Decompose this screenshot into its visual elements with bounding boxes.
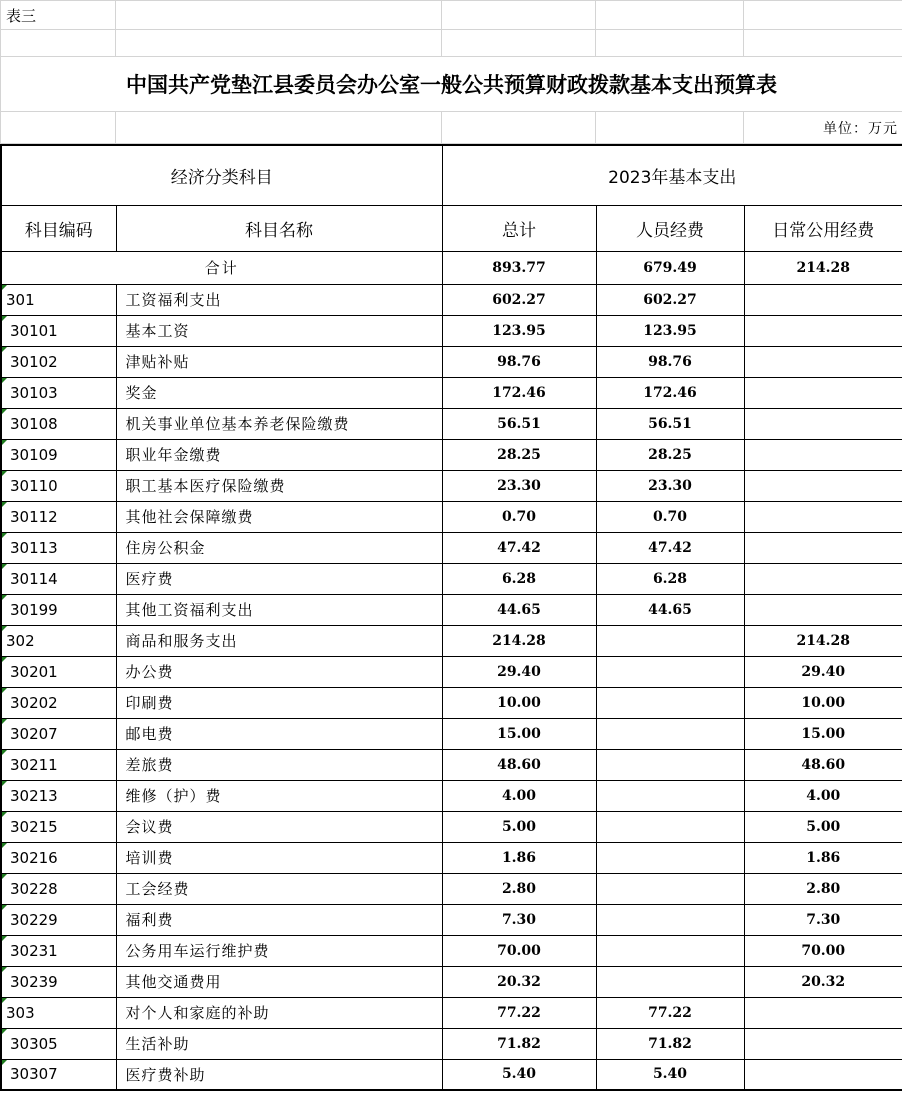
row-name[interactable]: 对个人和家庭的补助 — [116, 997, 442, 1028]
row-name[interactable]: 福利费 — [116, 904, 442, 935]
empty-cell[interactable] — [116, 112, 442, 144]
budget-table — [0, 144, 902, 1091]
empty-cell[interactable] — [442, 30, 596, 57]
table-row — [1, 594, 902, 625]
row-personnel[interactable] — [596, 749, 744, 780]
total-row — [1, 251, 902, 284]
row-personnel[interactable]: 98.76 — [596, 346, 744, 377]
row-name[interactable]: 会议费 — [116, 811, 442, 842]
sheet-header-area — [0, 0, 902, 144]
row-name[interactable]: 住房公积金 — [116, 532, 442, 563]
unit-label[interactable]: 单位：万元 — [744, 112, 902, 144]
row-name[interactable]: 工会经费 — [116, 873, 442, 904]
row-personnel[interactable] — [596, 780, 744, 811]
row-total[interactable]: 10.00 — [442, 687, 596, 718]
row-public[interactable] — [744, 470, 902, 501]
row-personnel[interactable]: 77.22 — [596, 997, 744, 1028]
row-code[interactable]: 30202 — [1, 687, 116, 718]
row-code[interactable]: 30231 — [1, 935, 116, 966]
row-total[interactable]: 123.95 — [442, 315, 596, 346]
table-row — [1, 811, 902, 842]
row-code[interactable]: 30216 — [1, 842, 116, 873]
row-name[interactable]: 职业年金缴费 — [116, 439, 442, 470]
row-name[interactable]: 生活补助 — [116, 1028, 442, 1059]
row-personnel[interactable]: 123.95 — [596, 315, 744, 346]
row-public[interactable] — [744, 1028, 902, 1059]
row-personnel[interactable] — [596, 842, 744, 873]
row-name[interactable]: 培训费 — [116, 842, 442, 873]
empty-cell[interactable] — [596, 1, 744, 30]
row-total[interactable]: 6.28 — [442, 563, 596, 594]
row-public[interactable] — [744, 501, 902, 532]
row-total[interactable]: 5.40 — [442, 1059, 596, 1090]
row-name[interactable]: 机关事业单位基本养老保险缴费 — [116, 408, 442, 439]
row-code[interactable]: 30201 — [1, 656, 116, 687]
row-code[interactable]: 30110 — [1, 470, 116, 501]
row-personnel[interactable]: 172.46 — [596, 377, 744, 408]
table-row — [1, 501, 902, 532]
row-public[interactable]: 15.00 — [744, 718, 902, 749]
table-row — [1, 625, 902, 656]
row-code[interactable]: 30102 — [1, 346, 116, 377]
header-public[interactable]: 日常公用经费 — [744, 205, 902, 251]
row-name[interactable]: 办公费 — [116, 656, 442, 687]
row-code[interactable]: 30307 — [1, 1059, 116, 1090]
row-public[interactable]: 70.00 — [744, 935, 902, 966]
row-code[interactable]: 30228 — [1, 873, 116, 904]
table-row — [1, 842, 902, 873]
table-row — [1, 873, 902, 904]
row-code[interactable]: 30113 — [1, 532, 116, 563]
row-name[interactable]: 基本工资 — [116, 315, 442, 346]
row-code[interactable]: 30213 — [1, 780, 116, 811]
table-row — [1, 532, 902, 563]
row-public[interactable]: 7.30 — [744, 904, 902, 935]
empty-cell[interactable] — [116, 1, 442, 30]
empty-cell[interactable] — [1, 30, 116, 57]
table-row — [1, 563, 902, 594]
row-personnel[interactable]: 6.28 — [596, 563, 744, 594]
row-code[interactable]: 303 — [1, 997, 116, 1028]
row-name[interactable]: 其他交通费用 — [116, 966, 442, 997]
empty-cell[interactable] — [442, 1, 596, 30]
page-title[interactable]: 中国共产党垫江县委员会办公室一般公共预算财政拨款基本支出预算表 — [1, 57, 902, 112]
empty-cell[interactable] — [596, 30, 744, 57]
total-public[interactable]: 214.28 — [744, 251, 902, 284]
row-name[interactable]: 医疗费补助 — [116, 1059, 442, 1090]
row-total[interactable]: 23.30 — [442, 470, 596, 501]
row-personnel[interactable] — [596, 904, 744, 935]
row-total[interactable]: 0.70 — [442, 501, 596, 532]
row-total[interactable]: 1.86 — [442, 842, 596, 873]
row-public[interactable] — [744, 594, 902, 625]
row-total[interactable]: 56.51 — [442, 408, 596, 439]
row-public[interactable] — [744, 315, 902, 346]
table-row — [1, 718, 902, 749]
row-total[interactable]: 29.40 — [442, 656, 596, 687]
row-public[interactable]: 214.28 — [744, 625, 902, 656]
header-total[interactable]: 总计 — [442, 205, 596, 251]
row-public[interactable] — [744, 1059, 902, 1090]
row-personnel[interactable] — [596, 656, 744, 687]
row-name[interactable]: 津贴补贴 — [116, 346, 442, 377]
empty-cell[interactable] — [1, 112, 116, 144]
row-total[interactable]: 44.65 — [442, 594, 596, 625]
row-total[interactable]: 47.42 — [442, 532, 596, 563]
row-personnel[interactable]: 23.30 — [596, 470, 744, 501]
empty-cell[interactable] — [744, 1, 902, 30]
row-public[interactable] — [744, 284, 902, 315]
row-public[interactable] — [744, 563, 902, 594]
table-row — [1, 656, 902, 687]
table-row — [1, 408, 902, 439]
row-total[interactable]: 2.80 — [442, 873, 596, 904]
row-code[interactable]: 30229 — [1, 904, 116, 935]
row-total[interactable]: 602.27 — [442, 284, 596, 315]
table-body — [1, 251, 902, 1090]
row-total[interactable]: 15.00 — [442, 718, 596, 749]
row-personnel[interactable]: 602.27 — [596, 284, 744, 315]
table-row — [1, 470, 902, 501]
sheet-label[interactable]: 表三 — [1, 1, 116, 30]
row-name[interactable]: 职工基本医疗保险缴费 — [116, 470, 442, 501]
row-code[interactable]: 30215 — [1, 811, 116, 842]
row-public[interactable] — [744, 532, 902, 563]
total-label[interactable]: 合计 — [1, 251, 442, 284]
row-code[interactable]: 30239 — [1, 966, 116, 997]
header-classification[interactable]: 经济分类科目 — [1, 145, 442, 205]
row-public[interactable]: 1.86 — [744, 842, 902, 873]
total-personnel[interactable]: 679.49 — [596, 251, 744, 284]
empty-cell[interactable] — [744, 30, 902, 57]
row-personnel[interactable]: 5.40 — [596, 1059, 744, 1090]
row-public[interactable] — [744, 439, 902, 470]
row-name[interactable]: 差旅费 — [116, 749, 442, 780]
header-personnel[interactable]: 人员经费 — [596, 205, 744, 251]
row-personnel[interactable] — [596, 966, 744, 997]
row-public[interactable] — [744, 377, 902, 408]
row-public[interactable] — [744, 408, 902, 439]
row-public[interactable]: 10.00 — [744, 687, 902, 718]
row-name[interactable]: 维修（护）费 — [116, 780, 442, 811]
row-personnel[interactable] — [596, 811, 744, 842]
table-row — [1, 1059, 902, 1090]
row-personnel[interactable] — [596, 718, 744, 749]
row-personnel[interactable]: 47.42 — [596, 532, 744, 563]
table-row — [1, 687, 902, 718]
row-public[interactable]: 5.00 — [744, 811, 902, 842]
row-total[interactable]: 70.00 — [442, 935, 596, 966]
row-public[interactable]: 4.00 — [744, 780, 902, 811]
row-public[interactable]: 48.60 — [744, 749, 902, 780]
total-total[interactable]: 893.77 — [442, 251, 596, 284]
empty-cell[interactable] — [116, 30, 442, 57]
row-total[interactable]: 71.82 — [442, 1028, 596, 1059]
row-code[interactable]: 30112 — [1, 501, 116, 532]
row-name[interactable]: 邮电费 — [116, 718, 442, 749]
table-row — [1, 284, 902, 315]
row-name[interactable]: 其他工资福利支出 — [116, 594, 442, 625]
table-row — [1, 935, 902, 966]
empty-cell[interactable] — [442, 112, 596, 144]
table-row — [1, 780, 902, 811]
row-code[interactable]: 302 — [1, 625, 116, 656]
row-personnel[interactable] — [596, 935, 744, 966]
row-code[interactable]: 30211 — [1, 749, 116, 780]
row-total[interactable]: 77.22 — [442, 997, 596, 1028]
row-personnel[interactable]: 56.51 — [596, 408, 744, 439]
row-total[interactable]: 214.28 — [442, 625, 596, 656]
row-code[interactable]: 30305 — [1, 1028, 116, 1059]
table-row — [1, 966, 902, 997]
row-code[interactable]: 30114 — [1, 563, 116, 594]
row-public[interactable]: 2.80 — [744, 873, 902, 904]
row-personnel[interactable] — [596, 687, 744, 718]
row-personnel[interactable] — [596, 625, 744, 656]
row-name[interactable]: 医疗费 — [116, 563, 442, 594]
row-total[interactable]: 7.30 — [442, 904, 596, 935]
row-code[interactable]: 30109 — [1, 439, 116, 470]
row-code[interactable]: 30207 — [1, 718, 116, 749]
row-total[interactable]: 98.76 — [442, 346, 596, 377]
row-personnel[interactable]: 0.70 — [596, 501, 744, 532]
row-name[interactable]: 商品和服务支出 — [116, 625, 442, 656]
table-row — [1, 439, 902, 470]
row-code[interactable]: 30199 — [1, 594, 116, 625]
row-personnel[interactable]: 28.25 — [596, 439, 744, 470]
table-row — [1, 315, 902, 346]
table-row — [1, 1028, 902, 1059]
row-code[interactable]: 30103 — [1, 377, 116, 408]
row-personnel[interactable] — [596, 873, 744, 904]
row-public[interactable] — [744, 346, 902, 377]
table-row — [1, 749, 902, 780]
row-total[interactable]: 5.00 — [442, 811, 596, 842]
row-name[interactable]: 公务用车运行维护费 — [116, 935, 442, 966]
row-total[interactable]: 172.46 — [442, 377, 596, 408]
row-code[interactable]: 301 — [1, 284, 116, 315]
row-name[interactable]: 工资福利支出 — [116, 284, 442, 315]
row-public[interactable]: 29.40 — [744, 656, 902, 687]
header-code[interactable]: 科目编码 — [1, 205, 116, 251]
header-year-basic[interactable]: 2023年基本支出 — [442, 145, 902, 205]
row-code[interactable]: 30101 — [1, 315, 116, 346]
row-name[interactable]: 奖金 — [116, 377, 442, 408]
table-row — [1, 997, 902, 1028]
row-total[interactable]: 4.00 — [442, 780, 596, 811]
row-code[interactable]: 30108 — [1, 408, 116, 439]
row-personnel[interactable]: 44.65 — [596, 594, 744, 625]
header-name[interactable]: 科目名称 — [116, 205, 442, 251]
row-public[interactable] — [744, 997, 902, 1028]
row-name[interactable]: 印刷费 — [116, 687, 442, 718]
row-public[interactable]: 20.32 — [744, 966, 902, 997]
table-row — [1, 904, 902, 935]
row-name[interactable]: 其他社会保障缴费 — [116, 501, 442, 532]
table-row — [1, 377, 902, 408]
empty-cell[interactable] — [596, 112, 744, 144]
row-total[interactable]: 48.60 — [442, 749, 596, 780]
row-total[interactable]: 28.25 — [442, 439, 596, 470]
row-total[interactable]: 20.32 — [442, 966, 596, 997]
table-row — [1, 346, 902, 377]
row-personnel[interactable]: 71.82 — [596, 1028, 744, 1059]
